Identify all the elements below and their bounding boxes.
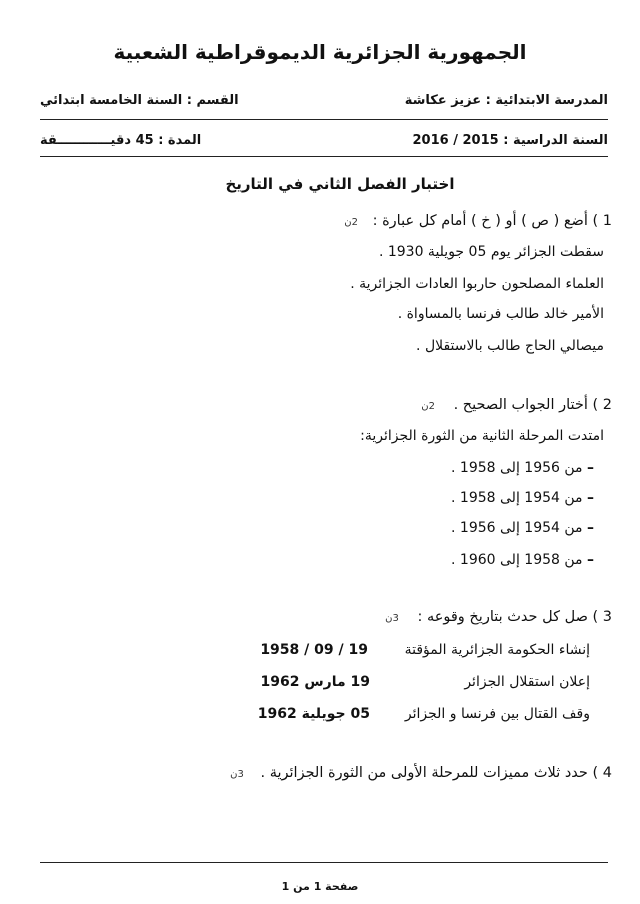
footer-rule — [40, 862, 608, 863]
question-1-points: 2ن — [344, 217, 358, 228]
q2-option-3-dash: – — [587, 520, 594, 536]
question-3-text: 3 ) صل كل حدث بتاريخ وقوعه : — [417, 609, 612, 625]
exam-duration: المدة : 45 دقيــــــــــــقة — [40, 133, 202, 148]
question-4-text: 4 ) حدد ثلاث مميزات للمرحلة الأولى من الثورة الجزائرية . — [260, 765, 612, 781]
q2-option-1 — [451, 460, 594, 476]
country-heading: الجمهورية الجزائرية الديموقراطية الشعبية — [113, 40, 527, 64]
header-rule-bottom — [40, 156, 608, 157]
question-2 — [421, 397, 612, 413]
question-2-points: 2ن — [421, 401, 435, 412]
q2-option-4-dash: – — [587, 552, 594, 568]
school-year: السنة الدراسية : 2015 / 2016 — [412, 133, 608, 148]
q2-option-4-text: من 1958 إلى 1960 . — [451, 552, 583, 568]
q3-event-3: وقف القتال بين فرنسا و الجزائر — [404, 706, 590, 722]
exam-title: اختبار الفصل الثاني في التاريخ — [225, 175, 455, 193]
q2-prompt: امتدت المرحلة الثانية من الثورة الجزائرية: — [360, 428, 604, 444]
class-section: القسم : السنة الخامسة ابتدائي — [40, 93, 239, 108]
question-3-points: 3ن — [385, 613, 399, 624]
q2-option-3-text: من 1954 إلى 1956 . — [451, 520, 583, 536]
question-3 — [385, 609, 612, 625]
question-1 — [344, 213, 612, 229]
school-name: المدرسة الابتدائية : عزيز عكاشة — [404, 93, 608, 108]
q1-statement-1: سقطت الجزائر يوم 05 جويلية 1930 . — [378, 244, 604, 260]
question-4-points: 3ن — [230, 769, 244, 780]
q2-option-1-dash: – — [587, 460, 594, 476]
q3-date-3: 05 جويلية 1962 — [257, 706, 370, 722]
page-number: صفحة 1 من 1 — [281, 880, 359, 893]
q3-date-1: 19 / 09 / 1958 — [260, 642, 368, 658]
q3-event-1: إنشاء الحكومة الجزائرية المؤقتة — [404, 642, 590, 658]
q2-option-2 — [451, 490, 594, 506]
q1-statement-2: العلماء المصلحون حاربوا العادات الجزائرية . — [350, 276, 604, 292]
q2-option-2-dash: – — [587, 490, 594, 506]
q2-option-3 — [451, 520, 594, 536]
header-rule-top — [40, 119, 608, 120]
question-4 — [230, 765, 612, 781]
q2-option-2-text: من 1954 إلى 1958 . — [451, 490, 583, 506]
q1-statement-3: الأمير خالد طالب فرنسا بالمساواة . — [397, 306, 604, 322]
q2-option-4 — [451, 552, 594, 568]
q1-statement-4: ميصالي الحاج طالب بالاستقلال . — [416, 338, 604, 354]
q2-option-1-text: من 1956 إلى 1958 . — [451, 460, 583, 476]
q3-date-2: 19 مارس 1962 — [260, 674, 370, 690]
question-2-text: 2 ) أختار الجواب الصحيح . — [453, 397, 612, 413]
q3-event-2: إعلان استقلال الجزائر — [464, 674, 590, 690]
question-1-text: 1 ) أضع ( ص ) أو ( خ ) أمام كل عبارة : — [372, 213, 612, 229]
